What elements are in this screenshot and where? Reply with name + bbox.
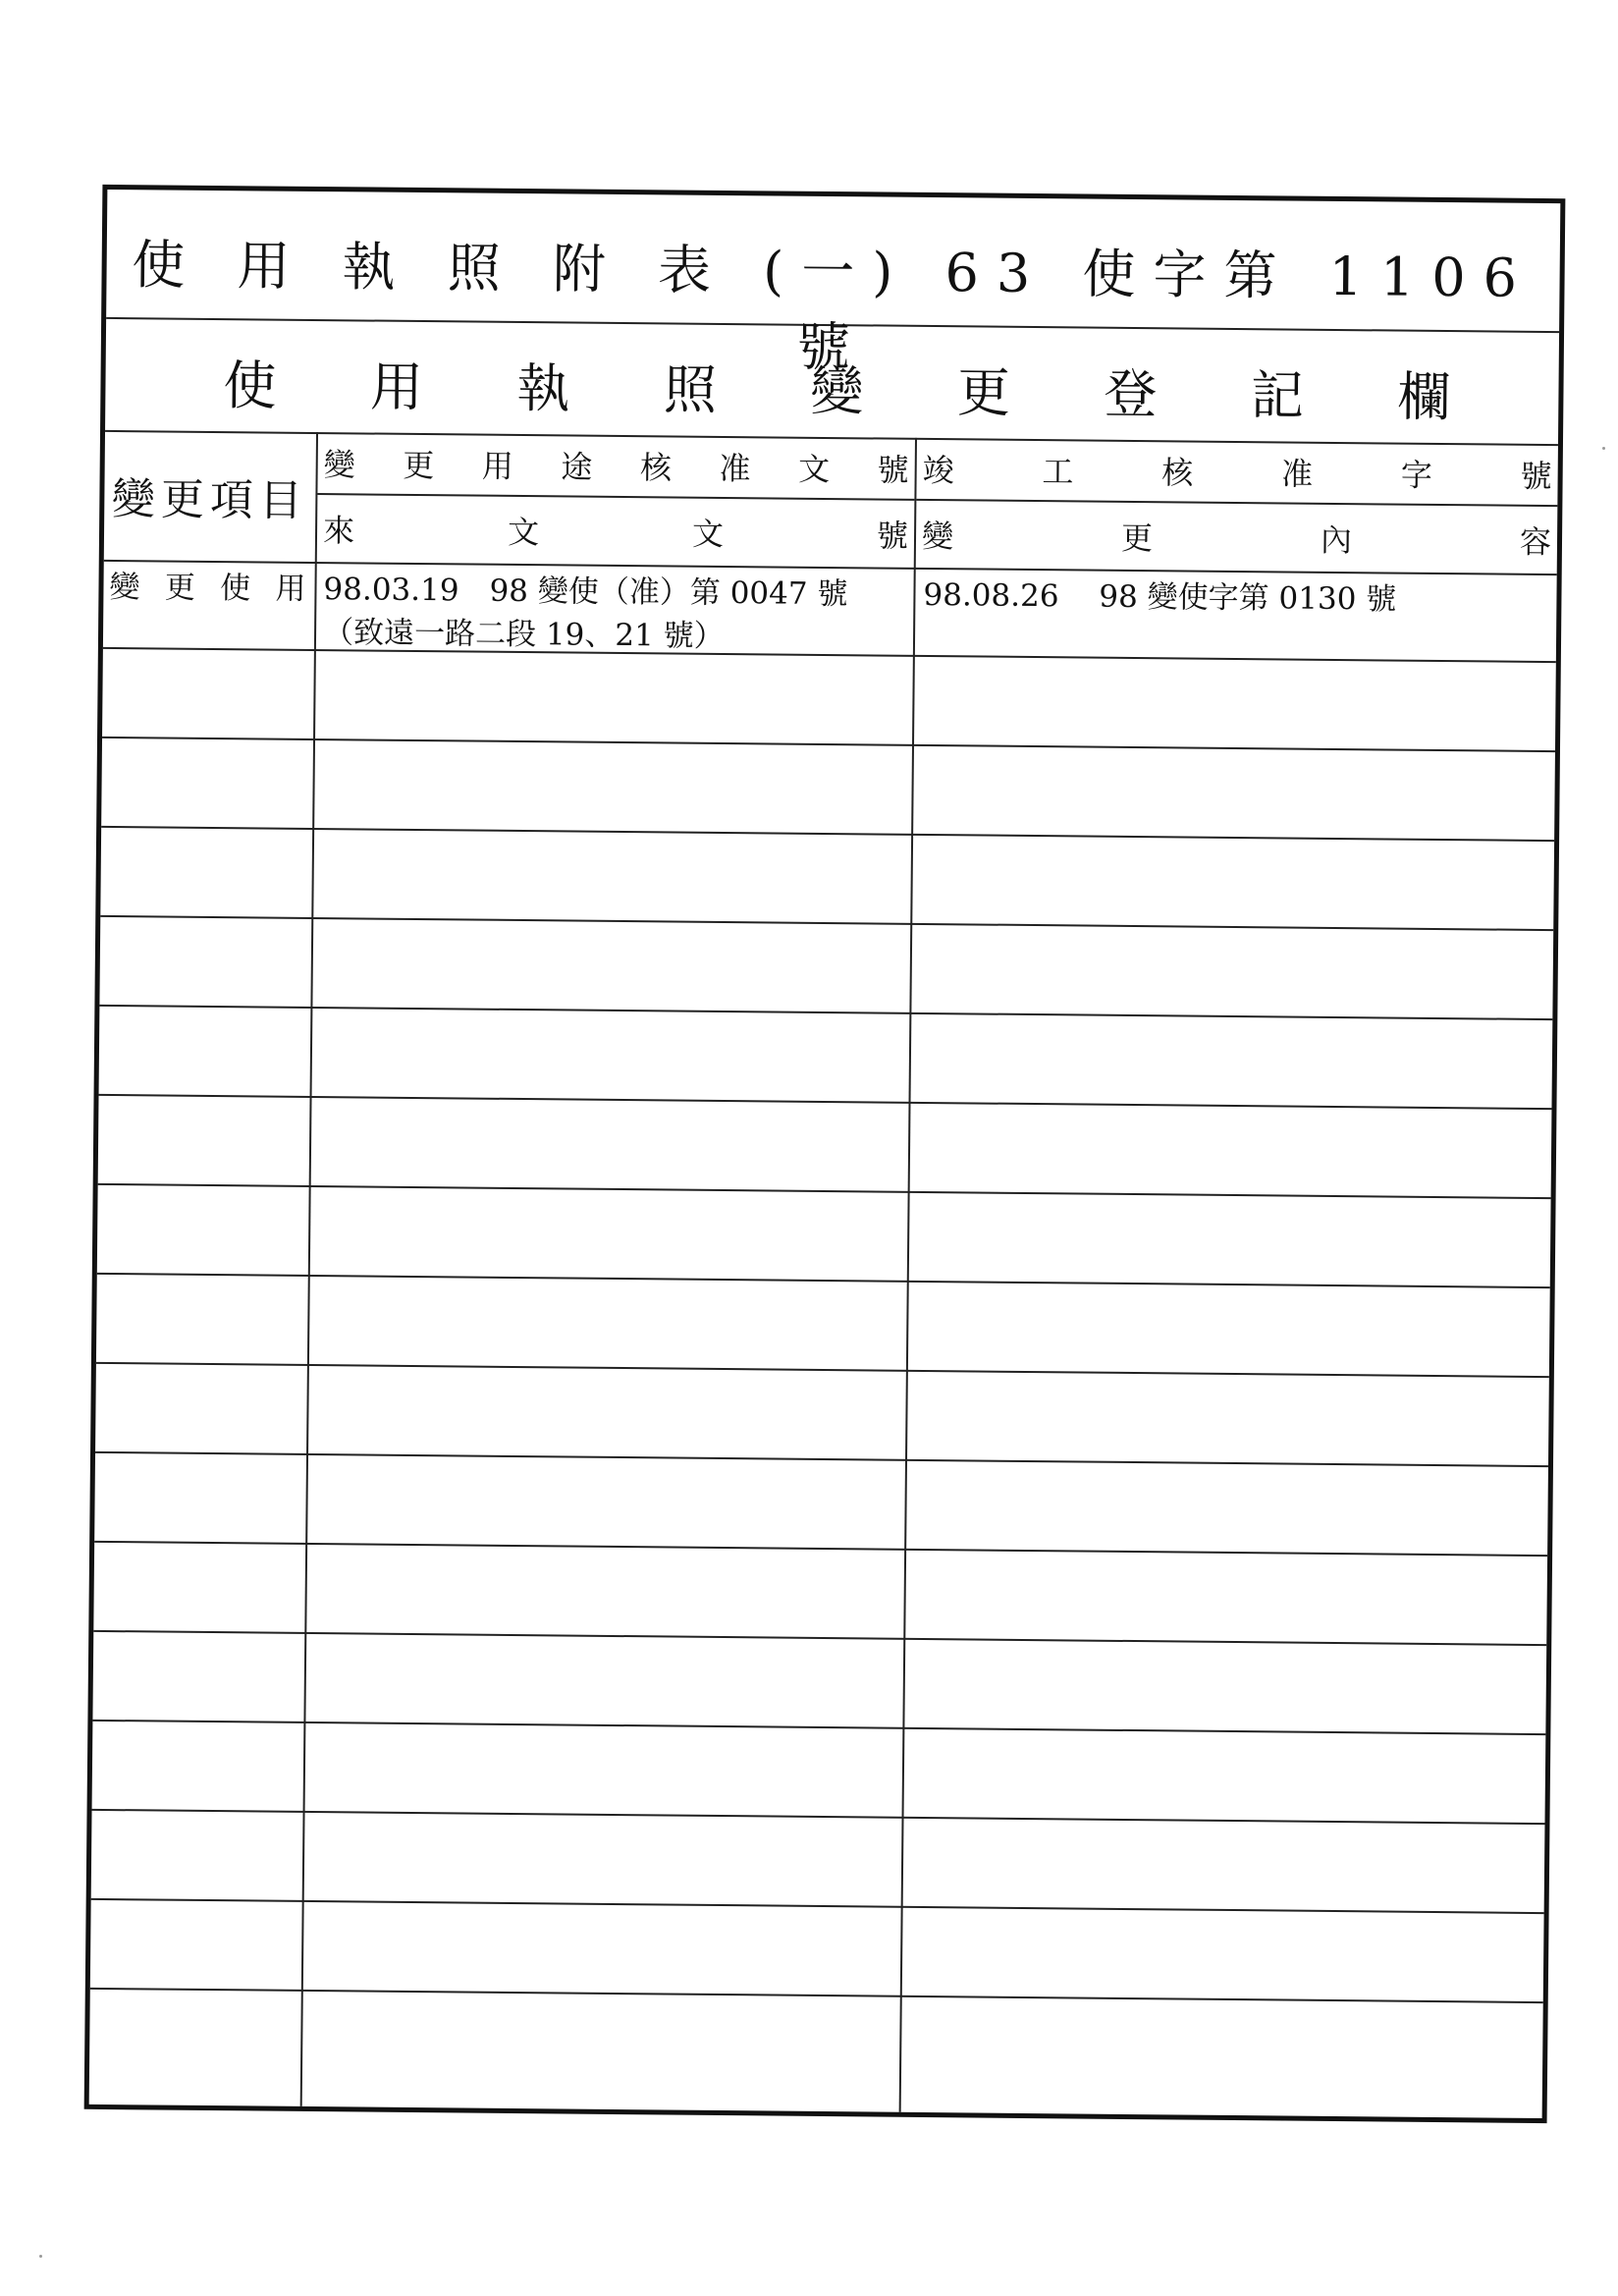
header-char: 內 (1320, 520, 1353, 560)
table-row (101, 738, 1555, 842)
header-char: 更 (403, 446, 435, 485)
form-title-row (106, 190, 1560, 379)
form-title: 使 用 執 照 附 表 (一) 63 使字第 1106 號 (131, 234, 1536, 379)
change-item-cell (103, 1281, 299, 1283)
approval-doc-cell (310, 1997, 899, 2003)
approval-doc-cell (322, 746, 911, 752)
header-char: 容 (1519, 522, 1552, 562)
subtitle-char: 執 (516, 356, 570, 420)
change-content-cell (913, 1646, 1541, 1652)
header-char: 來 (322, 512, 355, 550)
form-subtitle-row (105, 317, 1559, 446)
change-item-cell (97, 1906, 294, 1908)
header-char: 准 (719, 449, 751, 488)
change-content-cell: 98.08.26 98 變使字第 0130 號 (923, 576, 1397, 618)
table-row (96, 1275, 1550, 1378)
change-content-cell (918, 1199, 1546, 1205)
change-content-cell (917, 1288, 1545, 1294)
table-body (89, 560, 1557, 2118)
table-row (91, 1811, 1545, 1914)
approval-doc-cell (318, 1104, 907, 1110)
approval-doc-cell (317, 1283, 906, 1288)
change-content-cell (914, 1557, 1542, 1562)
change-item-cell (105, 1012, 301, 1014)
subtitle-char: 用 (369, 355, 424, 419)
change-item-cell (102, 1370, 298, 1372)
approval-doc-cell (311, 1819, 900, 1825)
header-approval-doc-number (317, 432, 915, 501)
approval-doc-cell (323, 657, 912, 663)
subtitle-char: 記 (1250, 364, 1305, 427)
change-item-cell (109, 655, 305, 657)
header-char: 號 (876, 517, 909, 555)
change-content-cell (922, 752, 1550, 758)
change-item-cell (99, 1638, 296, 1640)
approval-doc-cell (320, 925, 909, 931)
approval-doc-cell (316, 1372, 905, 1378)
approval-doc-cell (318, 1193, 907, 1199)
change-item-char: 變 (109, 569, 140, 606)
change-item-cell (100, 1549, 297, 1551)
table-row (103, 560, 1557, 663)
change-item-cell (96, 1995, 293, 1997)
scan-speck (39, 2255, 42, 2258)
table-row (99, 1007, 1553, 1110)
header-char: 竣 (922, 451, 954, 490)
header-char: 途 (561, 448, 593, 486)
change-item-char: 使 (219, 571, 251, 607)
header-char: 工 (1042, 453, 1074, 491)
header-char: 更 (1120, 519, 1154, 558)
subtitle-char: 變 (810, 359, 864, 423)
header-char: 文 (507, 513, 540, 552)
approval-doc-cell (315, 1461, 904, 1467)
table-row (100, 828, 1554, 931)
change-item-cell (97, 1817, 294, 1819)
change-content-cell (918, 1110, 1546, 1116)
change-content-cell (920, 931, 1548, 937)
subtitle-char: 登 (1104, 362, 1158, 426)
subtitle-char: 使 (223, 355, 277, 417)
approval-doc-cell (321, 836, 910, 842)
header-char: 用 (481, 447, 514, 485)
table-row (92, 1722, 1546, 1825)
change-content-cell (911, 1825, 1539, 1831)
header-change-item: 變更項目 (111, 474, 309, 526)
change-content-cell (915, 1467, 1543, 1473)
change-item-cell (106, 923, 302, 925)
table-row (102, 649, 1556, 752)
change-content-cell (921, 842, 1549, 847)
subtitle-char: 更 (956, 361, 1011, 424)
approval-doc-cell (319, 1014, 908, 1020)
table-row (95, 1364, 1549, 1467)
table-row (92, 1632, 1546, 1735)
change-item-cell (104, 1191, 300, 1193)
header-char: 變 (323, 446, 355, 484)
approval-doc-cell (314, 1551, 903, 1557)
approval-doc-cell (323, 568, 913, 660)
change-content-cell (916, 1378, 1544, 1384)
subtitle-char: 照 (663, 358, 718, 421)
subtitle-char: 欄 (1397, 365, 1451, 429)
table-header (104, 430, 1558, 575)
scan-speck (1602, 447, 1605, 450)
change-content-cell (919, 1020, 1547, 1026)
change-item-cell (101, 1459, 297, 1461)
header-incoming-doc-number (317, 497, 915, 566)
approval-doc-cell (313, 1640, 902, 1646)
change-item-cell (109, 566, 305, 611)
change-item-char: 更 (164, 570, 196, 606)
approval-doc-line: 98.03.19 98 變使（准）第 0047 號 (323, 572, 848, 613)
header-change-content (916, 503, 1558, 572)
change-registration-form (84, 185, 1566, 2123)
header-completion-approval-number (916, 438, 1558, 507)
change-item-cell (108, 744, 304, 746)
table-row (99, 917, 1553, 1020)
form-subtitle (223, 344, 1451, 431)
change-content-cell (912, 1735, 1540, 1741)
change-item-cell (98, 1727, 295, 1729)
header-char: 核 (639, 449, 673, 487)
approval-doc-cell (312, 1729, 901, 1735)
change-item-cell (104, 1102, 300, 1104)
header-char: 文 (797, 450, 831, 489)
table-row (98, 1096, 1552, 1199)
table-row (89, 1990, 1543, 2093)
header-char: 字 (1400, 456, 1433, 494)
table-row (94, 1453, 1548, 1557)
table-row (90, 1900, 1544, 2003)
change-content-cell (910, 2003, 1538, 2009)
header-char: 號 (1520, 457, 1552, 496)
header-char: 准 (1280, 455, 1314, 493)
change-item-cell (107, 834, 303, 836)
table-row (97, 1185, 1551, 1288)
change-content-cell (923, 663, 1551, 669)
header-char: 變 (921, 517, 954, 556)
approval-doc-line: （致遠一路二段 19、21 號） (322, 615, 725, 654)
change-content-cell (911, 1914, 1539, 1920)
change-item-char: 用 (275, 571, 306, 607)
header-char: 核 (1161, 454, 1194, 492)
approval-doc-cell (311, 1908, 900, 1914)
header-char: 號 (877, 451, 909, 489)
header-char: 文 (691, 515, 725, 553)
table-row (93, 1543, 1547, 1646)
